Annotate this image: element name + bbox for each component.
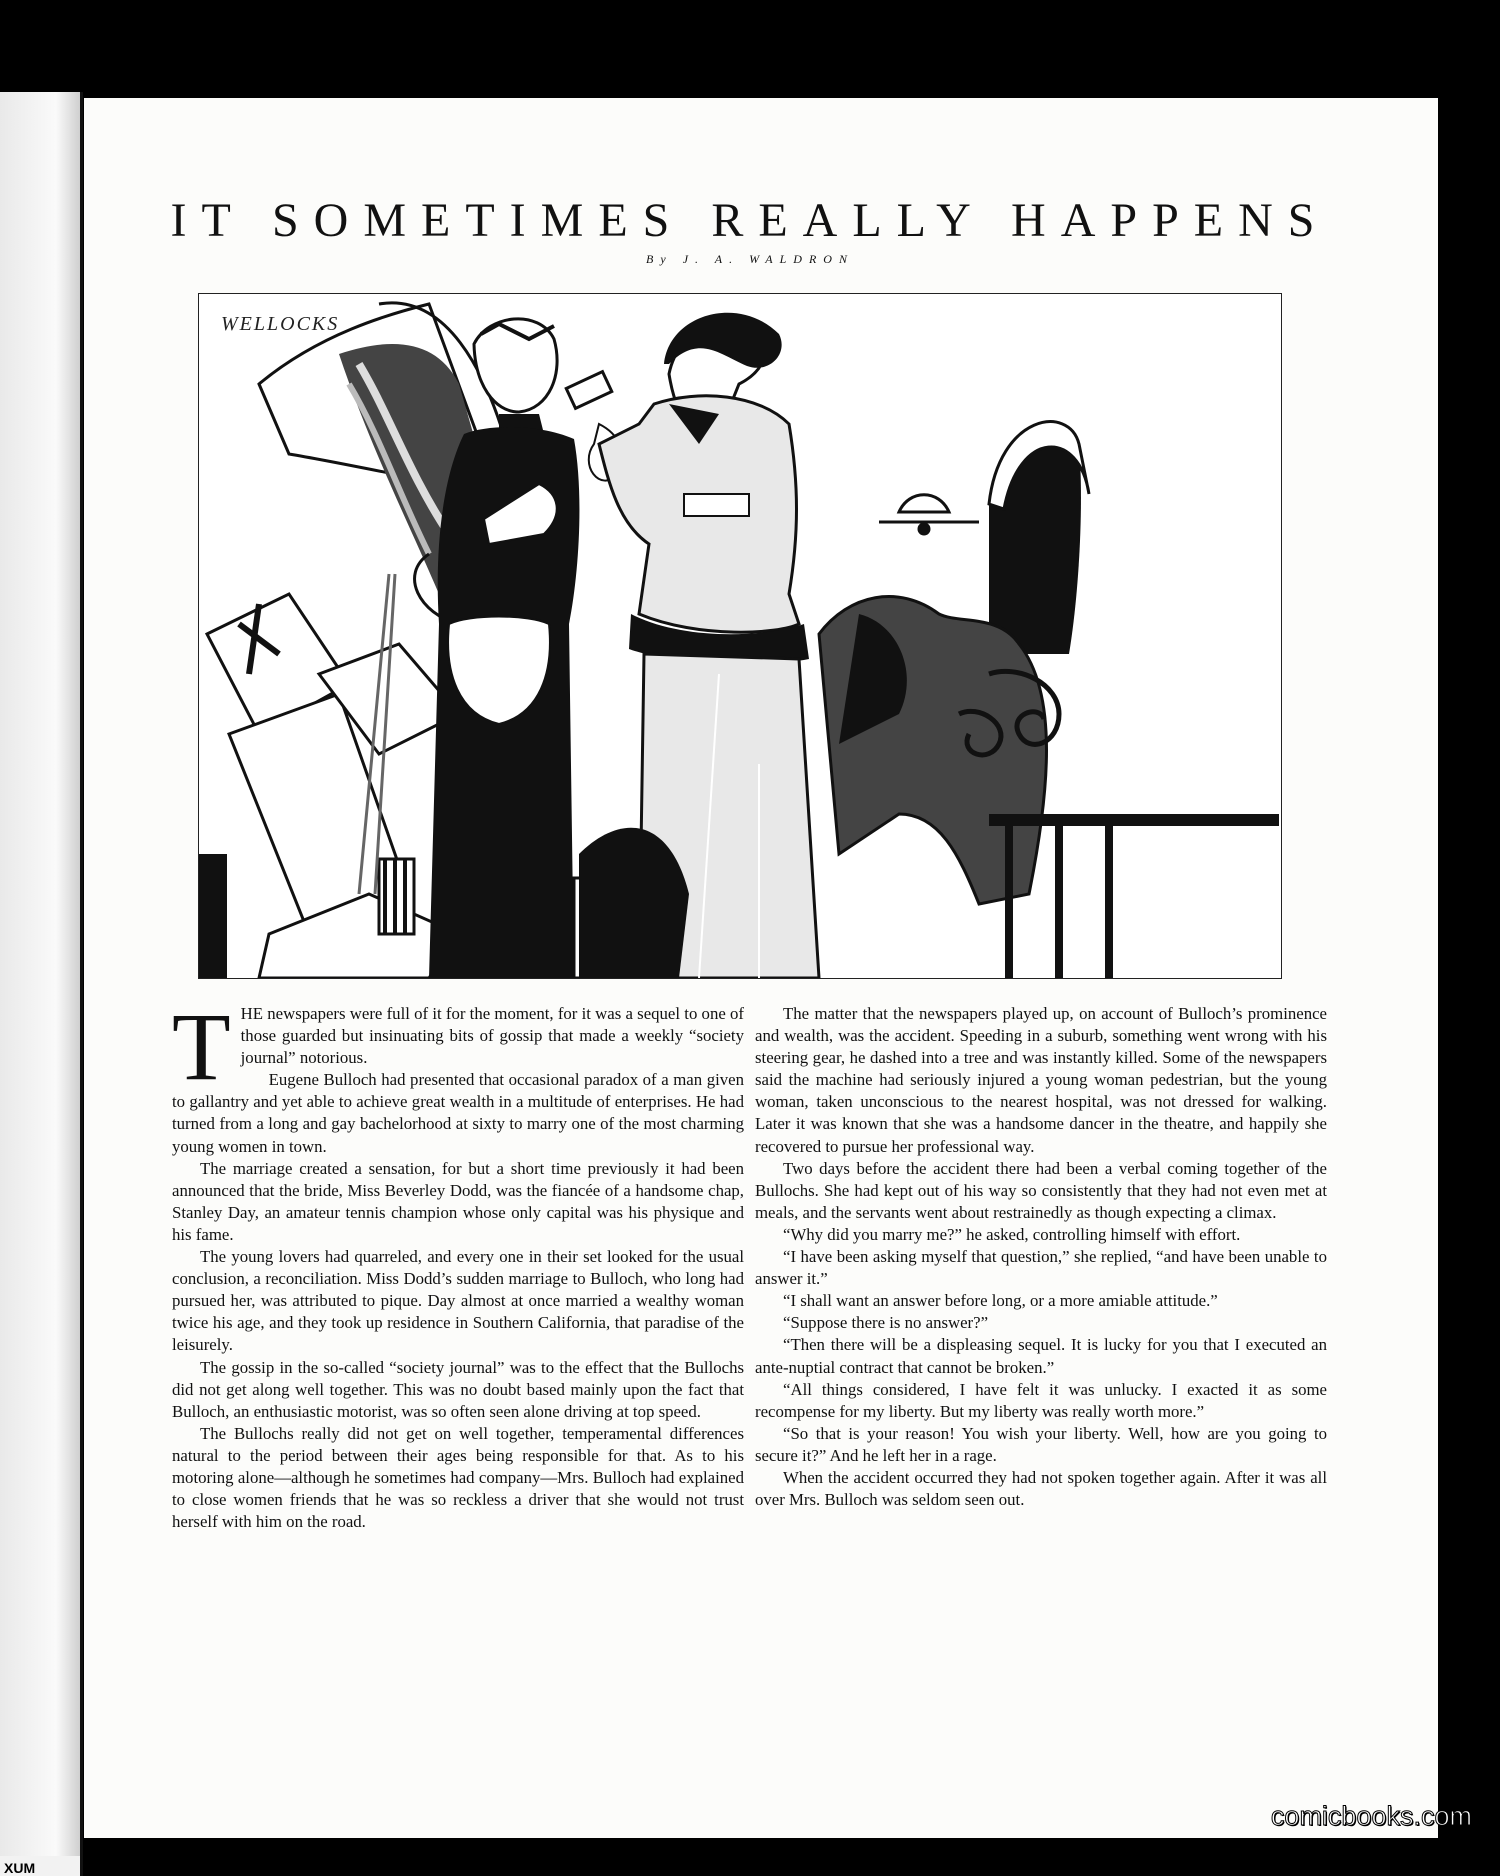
paragraph: The Bullochs really did not get on well together, temperamental differences natural to the period between their ages being responsible for that. As to his motoring alone—although he sometimes had company—Mrs. Bulloch had explained to close women friends that he was so reckless a driver that she would not trust herself with him on the road. — [172, 1423, 744, 1532]
site-watermark: comicbooks.com — [1270, 1801, 1472, 1831]
wall-lamp — [879, 495, 979, 534]
drop-cap: T — [172, 993, 231, 1100]
artist-signature: WELLOCKS — [221, 313, 340, 335]
article-byline: By J. A. WALDRON — [646, 252, 854, 266]
paragraph: Two days before the accident there had been a verbal coming together of the Bullochs. She had kept out of his way so consistently that they had not even met at meals, and the servants went about restrainedly as though expecting a climax. — [755, 1158, 1327, 1222]
paragraph: When the accident occurred they had not spoken together again. After it was all over Mrs. Bulloch was seldom seen out. — [755, 1467, 1327, 1510]
previous-page-edge — [0, 92, 83, 1876]
floor-shadow — [199, 854, 227, 978]
article-title: IT SOMETIMES REALLY HAPPENS — [170, 194, 1330, 247]
paragraph: Eugene Bulloch had presented that occasional paradox of a man given to gallantry and yet able to achieve great wealth in a multitude of enterprises. He had turned from a long and gay bachelorhood at sixty to marry one of the most charming young women in town. — [172, 1070, 744, 1156]
paragraph: The marriage created a sensation, for but a short time previously it had been announced that the bride, Miss Beverley Dodd, was the fiancée of a handsome chap, Stanley Day, an amateur tennis champion whose only capital was his physique and his fame. — [172, 1158, 744, 1244]
text-column-left — [172, 993, 744, 1533]
corner-tab-label: XUM — [0, 1856, 80, 1876]
paragraph: The matter that the newspapers played up, on account of Bulloch’s prominence and wealth, was the accident. Speeding in a suburb, something went wrong with his steering gear, he dashed into a tree and was instantly killed. Some of the newspapers said the machine had seriously injured a young woman pedestrian, but the young woman, taken unconscious to the nearest hospital, was not dressed for walking. Later it was known that she was a handsome dancer in the theatre, and happily she recovered to pursue her professional way. — [755, 1004, 1327, 1156]
paragraph: “All things considered, I have felt it was unlucky. I exacted it as some recompense for my liberty. But my liberty was really worth more.” — [755, 1379, 1327, 1421]
paragraph: “I shall want an answer before long, or a more amiable attitude.” — [783, 1291, 1218, 1311]
paragraph: The gossip in the so-called “society journal” was to the effect that the Bullochs did not get along well together. This was no doubt based mainly upon the fact that Bulloch, an enthusiastic motorist, was so often seen alone driving at top speed. — [172, 1357, 744, 1421]
text-column-right — [755, 1003, 1327, 1511]
paragraph: “I have been asking myself that question,” she replied, “and have been unable to answer it.” — [755, 1247, 1327, 1289]
paragraph: THE newspapers were full of it for the moment, for it was a sequel to one of those guarded but insinuating bits of gossip that made a weekly “society journal” notorious. — [172, 993, 744, 1100]
paragraph: “Why did you marry me?” he asked, controlling himself with effort. — [783, 1224, 1241, 1244]
article-illustration — [198, 293, 1282, 979]
paragraph: “So that is your reason! You wish your liberty. Well, how are you going to secure it?” And he left her in a rage. — [755, 1423, 1327, 1465]
illustration-drawing — [199, 294, 1281, 978]
paragraph: “Then there will be a displeasing sequel. It is lucky for you that I executed an ante-nuptial contract that cannot be broken.” — [755, 1335, 1327, 1377]
paragraph: “Suppose there is no answer?” — [783, 1313, 989, 1333]
paragraph: The young lovers had quarreled, and every one in their set looked for the usual conclusion, a reconciliation. Miss Dodd’s sudden marriage to Bulloch, who long had pursued her, was attributed to pique. Day almost at once married a wealthy woman twice his age, and they took up residence in Southern California, that paradise of the leisurely. — [172, 1247, 744, 1355]
